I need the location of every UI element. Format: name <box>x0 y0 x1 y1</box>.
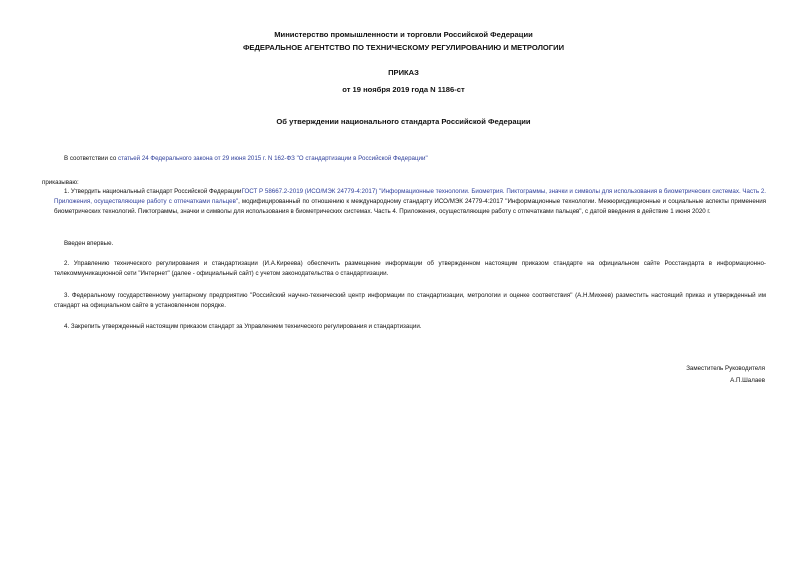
agency-name: ФЕДЕРАЛЬНОЕ АГЕНТСТВО ПО ТЕХНИЧЕСКОМУ РЕГУЛИРОВАНИЮ И МЕТРОЛОГИИ <box>242 43 565 52</box>
ministry-name: Министерство промышленности и торговли Российской Федерации <box>274 30 533 39</box>
paragraph-1 <box>54 187 766 216</box>
document-number: от 19 ноября 2019 года N 1186-ст <box>342 85 465 94</box>
legal-basis-prefix: В соответствии со <box>64 155 118 162</box>
introduced-note: Введен впервые. <box>64 240 114 247</box>
order-word: приказываю: <box>42 179 79 186</box>
standard-link[interactable]: ГОСТ Р 58667.2-2019 (ИСО/МЭК 24779-4:2017) "Информационные технологии. Биометрия. Пиктограммы, значки и символы для использования в биометрических системах. Часть 2. Приложения, осуществляющие работу с отпечатками пальцев" <box>54 188 766 205</box>
legal-basis-paragraph <box>54 154 766 164</box>
signatory-name: А.П.Шалаев <box>730 377 765 384</box>
paragraph-1-prefix: 1. Утвердить национальный стандарт Российской Федерации <box>64 188 242 195</box>
document-type: ПРИКАЗ <box>388 68 419 77</box>
paragraph-3: 3. Федеральному государственному унитарному предприятию "Российский научно-технический центр информации по стандартизации, метрологии и оценке соответствия" (А.Н.Михеев) разместить настоящий приказ и утвержденный им стандарт на официальном сайте в установленном порядке. <box>54 292 766 309</box>
signatory-position: Заместитель Руководителя <box>686 365 765 372</box>
paragraph-1-suffix: , модифицированный по отношению к международному стандарту ИСО/МЭК 24779-4:2017 "Информационные технологии. Межюрисдикционные и социальные аспекты применения биометрических технологий. Пиктограммы, значки и символы для использования в биометрических системах. Часть 4. Приложения, осуществляющие работу с отпечатками пальцев", с датой введения в действие 1 июня 2020 г. <box>54 197 766 215</box>
federal-law-link[interactable]: статьей 24 Федерального закона от 29 июня 2015 г. N 162-ФЗ "О стандартизации в Российской Федерации" <box>117 155 428 162</box>
document-subject: Об утверждении национального стандарта Российской Федерации <box>276 117 531 126</box>
paragraph-2: 2. Управлению технического регулирования и стандартизации (И.А.Киреева) обеспечить размещение информации об утвержденном настоящим приказом стандарте на официальном сайте Росстандарта в информационно-телекоммуникационной сети "Интернет" (далее - официальный сайт) с учетом законодательства о стандартизации. <box>54 260 766 277</box>
paragraph-4: 4. Закрепить утвержденный настоящим приказом стандарт за Управлением технического регулирования и стандартизации. <box>64 323 422 330</box>
